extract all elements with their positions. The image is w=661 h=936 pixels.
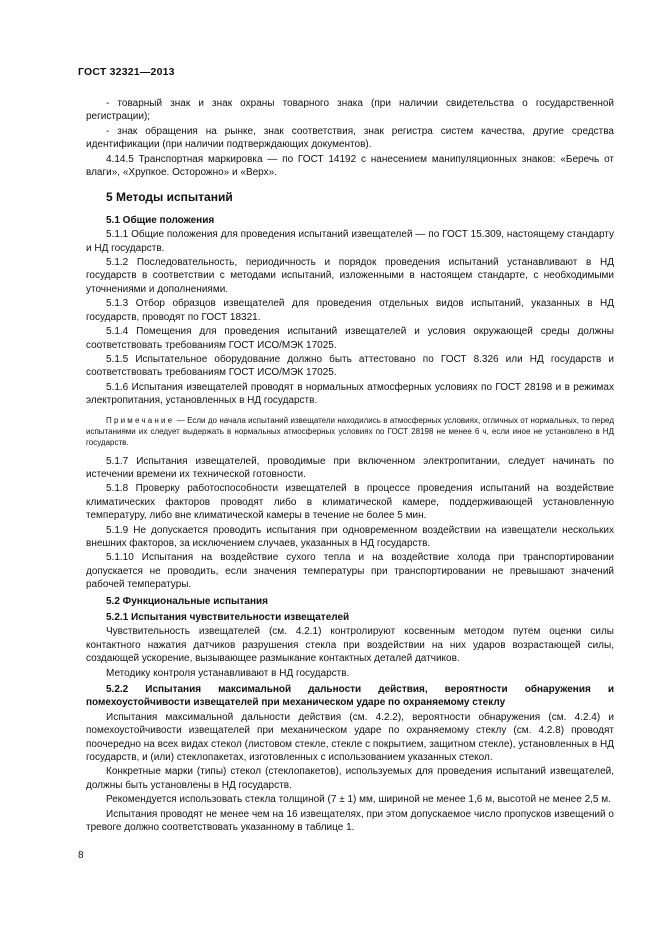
subsection-heading: 5.2.1 Испытания чувствительности извещателей (106, 612, 350, 623)
paragraph: 5.1.1 Общие положения для проведения испытаний извещателей — по ГОСТ 15.309, настоящему стандарту и НД государств. (86, 229, 614, 254)
paragraph: 5.1.5 Испытательное оборудование должно быть аттестовано по ГОСТ 8.326 или НД государств и соответствовать требованиям ГОСТ ИСО/МЭК 17025. (86, 353, 614, 379)
paragraph: 5.1.2 Последовательность, периодичность и порядок проведения испытаний устанавливают в НД государств в соответствии с методами испытаний, изложенными в настоящем стандарте, с необходимыми уточнениями и дополнениями. (86, 257, 614, 295)
paragraph: Испытания максимальной дальности действия (см. 4.2.2), вероятности обнаружения (см. 4.2.4) и помехоустойчивости извещателей при механическом ударе по охраняемому стеклу (см. 4.2.8) проводят поочередно на всех видах стекол (листовом стекле, стекле с покрытием, защитном стекле), установленных в НД государств, и (или) стеклопакетах, изготовленных с использованием указанных стекол. (86, 711, 614, 764)
document-body (86, 97, 614, 836)
note-text: — Если до начала испытаний извещатели находились в атмосферных условиях, отличных от нормальных, то перед испытаниями их следует выдержать в нормальных атмосферных условиях по ГОСТ 28198 не менее 6 ч, если иное не установлено в НД государств. (86, 415, 614, 447)
paragraph: 5.1.10 Испытания на воздействие сухого тепла и на воздействие холода при транспортировании допускается не проводить, если значения температуры при транспортировании не превышают значений рабочей температуры. (86, 552, 614, 591)
note-label: Примечание (106, 415, 175, 425)
paragraph: Конкретные марки (типы) стекол (стеклопакетов), используемых для проведения испытаний извещателей, должны быть установлены в НД государств. (86, 766, 614, 791)
paragraph: 4.14.5 Транспортная маркировка — по ГОСТ 14192 с нанесением манипуляционных знаков: «Беречь от влаги», «Хрупкое. Осторожно» и «Верх». (86, 153, 614, 179)
document-header: ГОСТ 32321—2013 (78, 66, 175, 78)
subsection-heading: 5.1 Общие положения (106, 214, 215, 226)
paragraph: Испытания проводят не менее чем на 16 извещателях, при этом допускаемое число пропусков извещений о тревоге должно соответствовать указанному в таблице 1. (86, 808, 614, 834)
page-number: 8 (78, 850, 84, 861)
paragraph: 5.1.6 Испытания извещателей проводят в нормальных атмосферных условиях по ГОСТ 28198 и в режимах электропитания, установленных в НД государств. (86, 381, 614, 407)
paragraph: 5.1.7 Испытания извещателей, проводимые при включенном электропитании, следует начинать по истечении времени их технической готовности. (86, 455, 614, 480)
paragraph: 5.1.9 Не допускается проводить испытания при одновременном воздействии на извещатели нескольких внешних факторов, за исключением случаев, указанных в НД государств. (86, 524, 614, 549)
paragraph: Рекомендуется использовать стекла толщиной (7 ± 1) мм, шириной не менее 1,6 м, высотой не менее 2,5 м. (106, 794, 611, 806)
paragraph: - товарный знак и знак охраны товарного знака (при наличии свидетельства о государственной регистрации); (86, 98, 614, 123)
subsection-heading: 5.2.2 Испытания максимальной дальности действия, вероятности обнаружения и помехоустойчивости извещателей при механическом ударе по охраняемому стеклу (86, 684, 614, 709)
subsection-heading: 5.2 Функциональные испытания (106, 595, 269, 607)
paragraph: Методику контроля устанавливают в НД государств. (106, 667, 350, 679)
paragraph: - знак обращения на рынке, знак соответствия, знак регистра систем качества, другие средства идентификации (при наличии подтверждающих документов). (86, 125, 614, 151)
paragraph: 5.1.3 Отбор образцов извещателей для проведения отдельных видов испытаний, указанных в НД государств, проводят по ГОСТ 18321. (86, 298, 614, 323)
section-heading: 5 Методы испытаний (106, 190, 233, 205)
note (86, 415, 614, 448)
paragraph: Чувствительность извещателей (см. 4.2.1) контролируют косвенным методом путем оценки силы контактного нажатия датчиков разрушения стекла при воздействии на них ударов возрастающей силы, создающей ускорение, вызывающее размыкание контактных деталей датчиков. (86, 626, 614, 665)
paragraph: 5.1.8 Проверку работоспособности извещателей в процессе проведения испытаний на воздействие климатических факторов проводят либо в климатической камере, поддерживающей установленную температуру, либо вне климатической камеры в течение не более 5 мин. (86, 483, 614, 522)
paragraph: 5.1.4 Помещения для проведения испытаний извещателей и условия окружающей среды должны соответствовать требованиям ГОСТ ИСО/МЭК 17025. (86, 326, 614, 351)
